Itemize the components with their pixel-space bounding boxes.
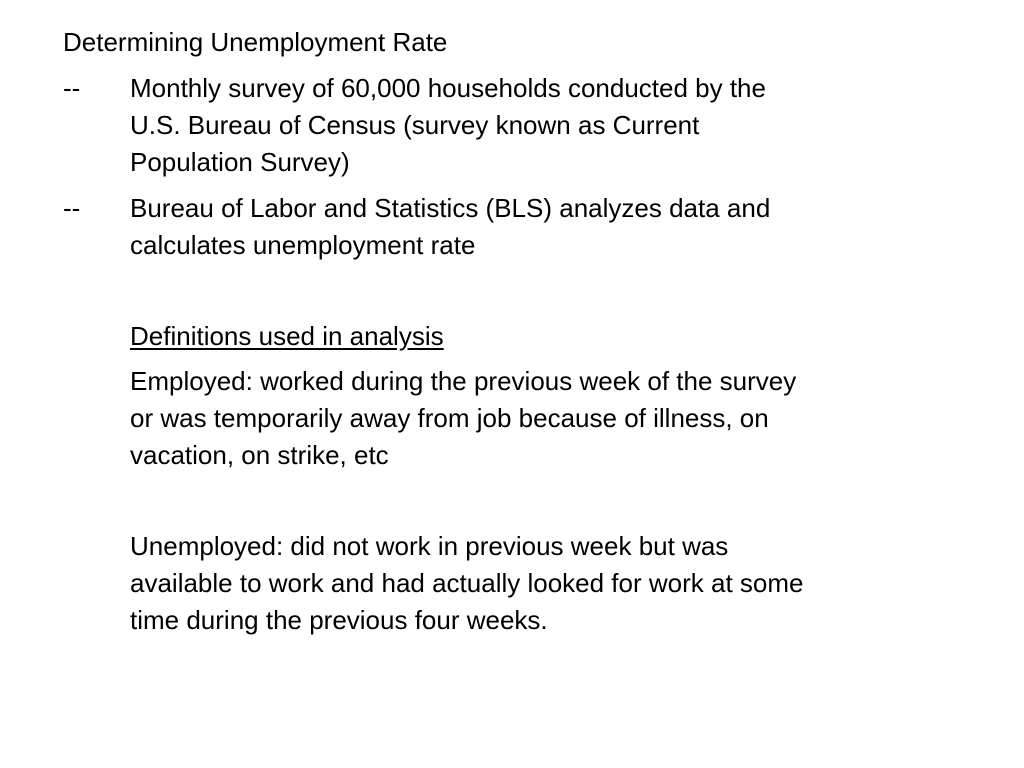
definitions-heading: Definitions used in analysis (130, 321, 444, 351)
bullet-1-line-3: Population Survey) (130, 147, 350, 177)
bullet-marker-1: -- (63, 73, 81, 103)
employed-line-3: vacation, on strike, etc (130, 440, 389, 470)
slide-heading: Determining Unemployment Rate (63, 27, 448, 57)
bullet-1-line-2: U.S. Bureau of Census (survey known as Current (130, 110, 700, 140)
unemployed-line-3: time during the previous four weeks. (130, 605, 548, 635)
bullet-2-line-1: Bureau of Labor and Statistics (BLS) analyzes data and (130, 193, 771, 223)
bullet-marker-2: -- (63, 193, 81, 223)
bullet-1-line-1: Monthly survey of 60,000 households conducted by the (130, 73, 766, 103)
employed-line-1: Employed: worked during the previous week of the survey (130, 366, 797, 396)
unemployed-line-1: Unemployed: did not work in previous week but was (130, 531, 729, 561)
unemployed-line-2: available to work and had actually looked for work at some (130, 568, 804, 598)
employed-line-2: or was temporarily away from job because of illness, on (130, 403, 769, 433)
bullet-2-line-2: calculates unemployment rate (130, 230, 476, 260)
